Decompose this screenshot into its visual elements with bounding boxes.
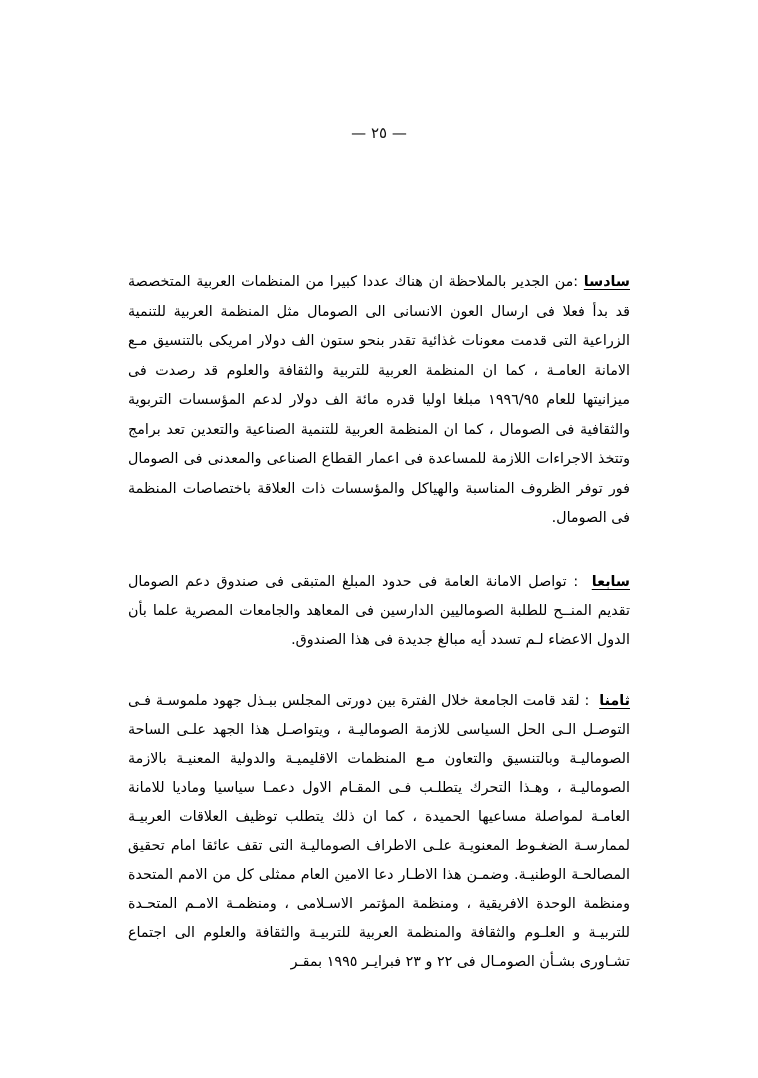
paragraph-label-sabian: سابعا: [591, 573, 630, 590]
document-body: [128, 268, 630, 977]
paragraph-sabian: [128, 568, 630, 655]
page-number: — ٢٥ —: [351, 124, 407, 142]
paragraph-sadisan: [128, 268, 630, 534]
paragraph-text-thaminan: لقد قامت الجامعة خلال الفترة بين دورتى المجلس ببـذل جهود ملموسـة فـى التوصـل الـى الحل السياسى للازمة الصوماليـة ، ويتواصـل هذا الجهد علـى الساحة الصوماليـة وبالتنسيق والتعاون مـع المنظمات الاقليميـة والدولية المعنيـة بالازمة الصوماليـة ، وهـذا التحرك يتطلـب فـى المقـام الاول دعمـا سياسيا وماديا للامانة العامـة لمواصلة مساعيها الحميدة ، كما ان ذلك يتطلب توظيف العلاقات العربيـة لممارسـة الضغـوط المعنويـة علـى الاطراف الصوماليـة التى تقف عائقا امام تحقيق المصالحـة الوطنيـة. وضمـن هذا الاطـار دعا الامين العام ممثلى كل من الامم المتحدة ومنظمة الوحدة الافريقية ، ومنظمة المؤتمر الاسـلامى ، ومنظمـة الامـم المتحـدة للتربيـة و العلـوم والثقافة والمنظمة العربية للتربيـة والثقافة والعلوم الى اجتماع تشـاورى بشـأن الصومـال فى ٢٢ و ٢٣ فبرايـر ١٩٩٥ بمقـر: [128, 692, 630, 970]
paragraph-label-thaminan: ثامنا: [599, 692, 630, 709]
paragraph-text-sabian: تواصل الامانة العامة فى حدود المبلغ المتبقى فى صندوق دعم الصومال تقديم المنــح للطلبة الصوماليين الدارسين فى المعاهد والجامعات المصرية علما بأن الدول الاعضاء لـم تسدد أيه مبالغ جديدة فى هذا الصندوق.: [128, 573, 630, 648]
paragraph-label-sadisan: سادسا: [583, 274, 630, 290]
paragraph-thaminan: [128, 687, 630, 977]
paragraph-separator-thaminan: :: [579, 692, 600, 709]
paragraph-separator-sadisan: :: [573, 274, 584, 290]
paragraph-text-sadisan: من الجدير بالملاحظة ان هناك عددا كبيرا من المنظمات العربية المتخصصة قد بدأ فعلا فى ارسال العون الانسانى الى الصومال مثل المنظمة العربية للتنمية الزراعية التى قدمت معونات غذائية تقدر بنحو ستون الف دولار امريكى بالتنسيق مـع الامانة العامـة ، كما ان المنظمة العربية للتربية والثقافة والعلوم قد رصدت فى ميزانيتها للعام ١٩٩٦/٩٥ مبلغا اوليا قدره مائة الف دولار لدعم المؤسسات التربوية والثقافية فى الصومال ، كما ان المنظمة العربية للتنمية الصناعية والتعدين تعد برامج وتتخذ الاجراءات اللازمة للمساعدة فى اعمار القطاع الصناعى والمعدنى فى الصومال فور توفر الظروف المناسبة والهياكل والمؤسسات ذات العلاقة باختصاصات المنظمة فى الصومال.: [128, 274, 630, 526]
paragraph-separator-sabian: :: [566, 573, 592, 590]
